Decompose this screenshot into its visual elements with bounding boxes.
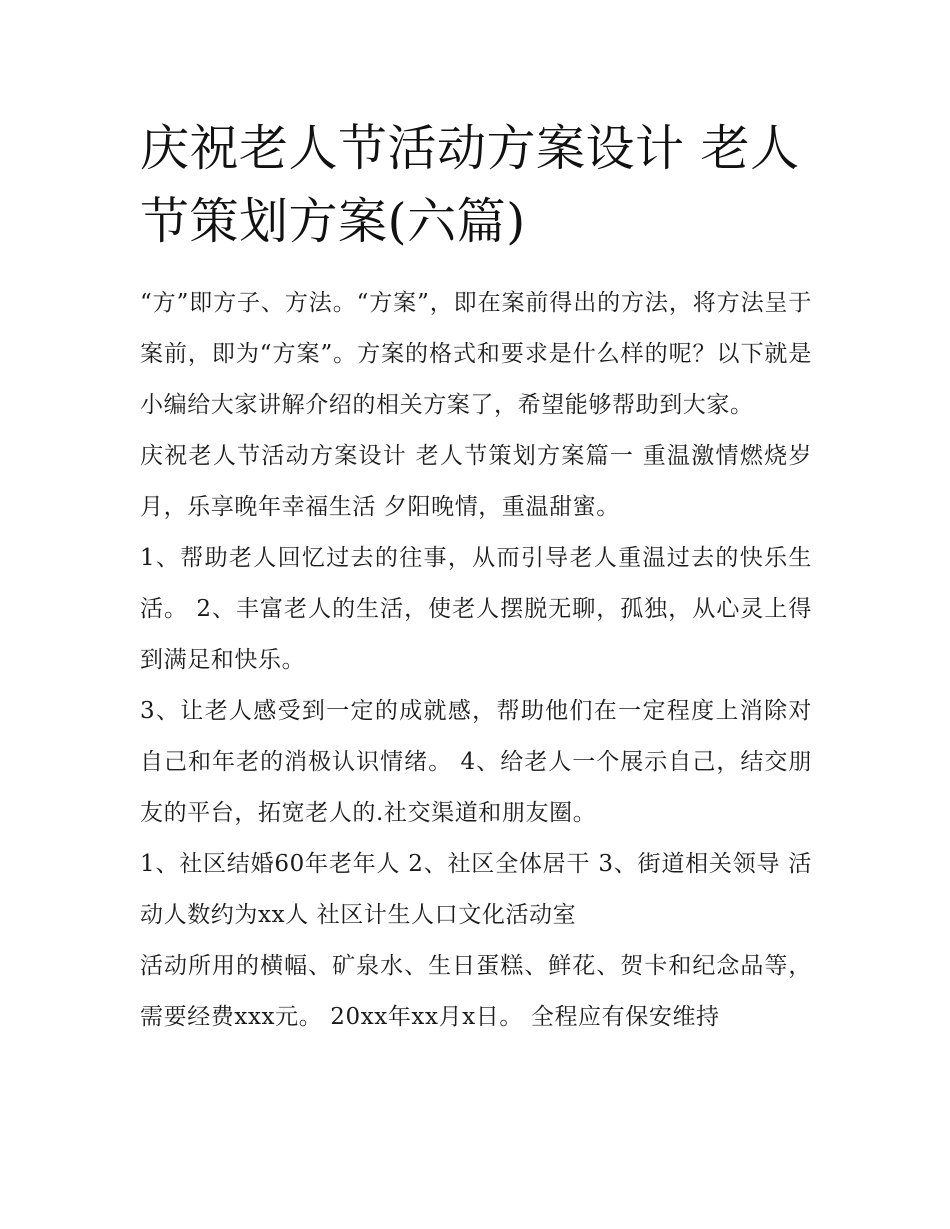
document-title: 庆祝老人节活动方案设计 老人节策划方案(六篇) [140, 120, 800, 250]
goals-paragraph-2: 3、让老人感受到一定的成就感，帮助他们在一定程度上消除对自己和年老的消极认识情绪。 4、给老人一个展示自己，结交朋友的平台，拓宽老人的.社交渠道和朋友圈。 [140, 698, 812, 826]
document-body [140, 278, 812, 1043]
goals-paragraph-1: 1、帮助老人回忆过去的往事，从而引导老人重温过去的快乐生活。 2、丰富老人的生活，使老人摆脱无聊，孤独，从心灵上得到满足和快乐。 [140, 545, 812, 673]
participants-paragraph: 1、社区结婚60年老年人 2、社区全体居干 3、街道相关领导 活动人数约为xx人 社区计生人口文化活动室 [140, 851, 812, 928]
intro-paragraph: “方”即方子、方法。“方案”，即在案前得出的方法，将方法呈于案前，即为“方案”。方案的格式和要求是什么样的呢？以下就是小编给大家讲解介绍的相关方案了，希望能够帮助到大家。 [140, 290, 812, 418]
document-page [140, 112, 812, 1043]
section-one-heading-paragraph: 庆祝老人节活动方案设计 老人节策划方案篇一 重温激情燃烧岁月，乐享晚年幸福生活 夕阳晚情，重温甜蜜。 [140, 443, 812, 520]
materials-paragraph: 活动所用的横幅、矿泉水、生日蛋糕、鲜花、贺卡和纪念品等，需要经费xxx元。 20xx年xx月x日。 全程应有保安维持 [140, 953, 812, 1030]
